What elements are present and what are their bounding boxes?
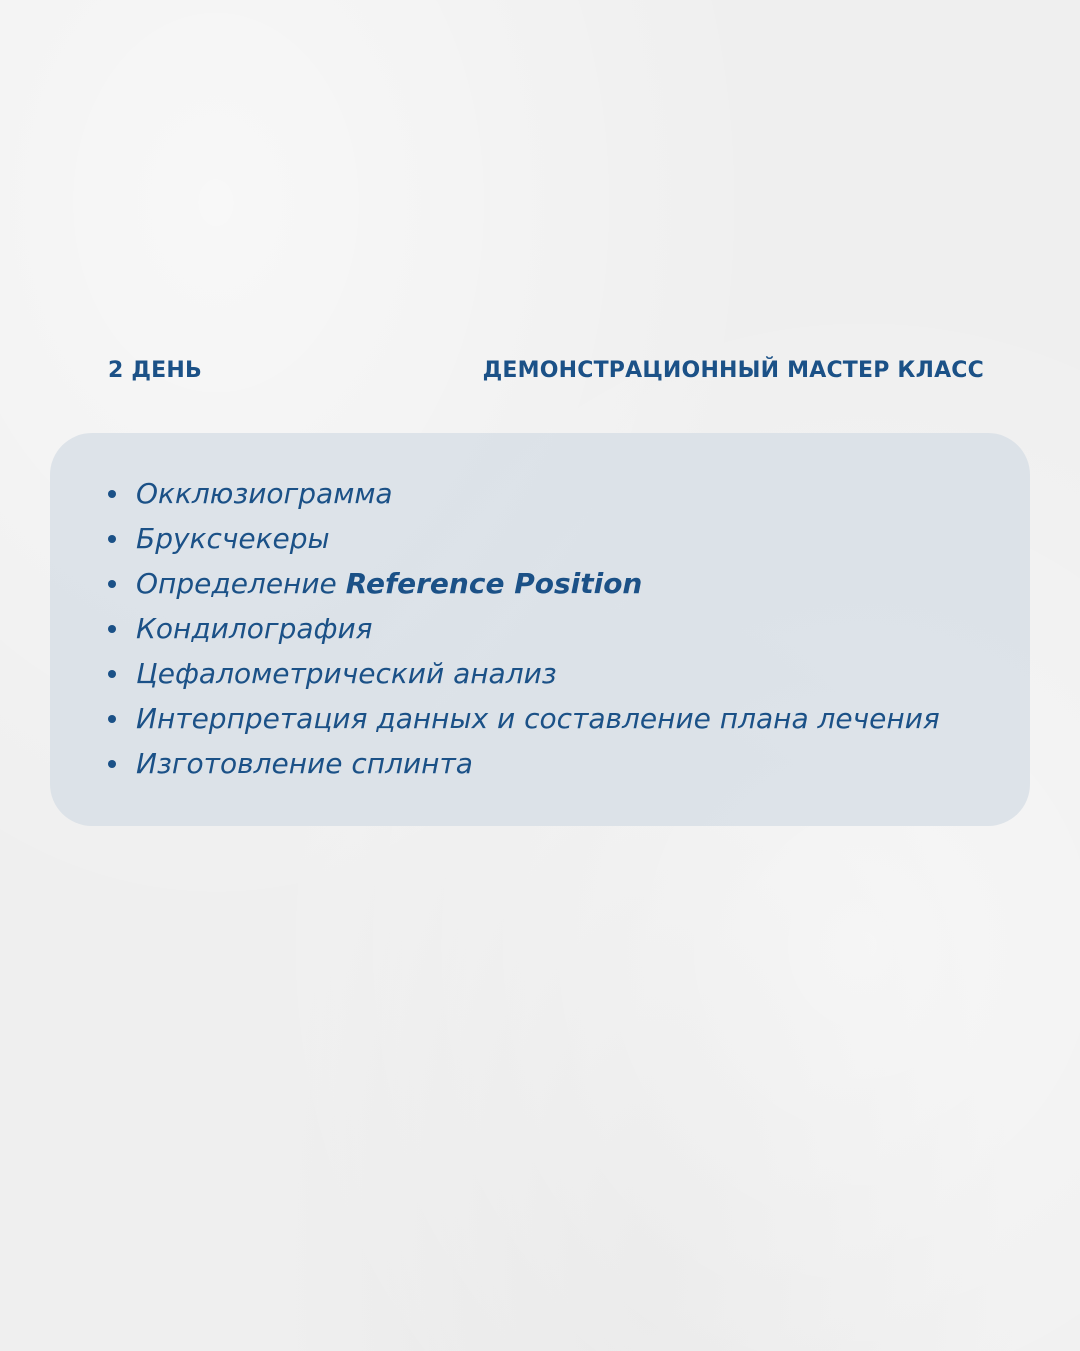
- topic-label: Интерпретация данных и составление плана лечения: [136, 702, 940, 735]
- bullet-icon: [108, 625, 116, 633]
- list-item: [108, 471, 940, 516]
- bullet-icon: [108, 490, 116, 498]
- list-item: [108, 696, 940, 741]
- bullet-icon: [108, 715, 116, 723]
- topic-label: Определение: [136, 567, 337, 600]
- list-item: [108, 741, 940, 786]
- topic-label: Кондилография: [136, 612, 373, 645]
- topic-label: Изготовление сплинта: [136, 747, 473, 780]
- topics-list: [108, 471, 940, 786]
- list-item: [108, 561, 940, 606]
- section-title: ДЕМОНСТРАЦИОННЫЙ МАСТЕР КЛАСС: [482, 357, 984, 383]
- bullet-icon: [108, 580, 116, 588]
- day-label: 2 ДЕНЬ: [108, 357, 202, 383]
- topic-label: Бруксчекеры: [136, 522, 330, 555]
- topic-emphasis: Reference Position: [345, 567, 643, 600]
- topic-label: Цефалометрический анализ: [136, 657, 557, 690]
- header: [108, 354, 984, 386]
- topic-label: Окклюзиограмма: [136, 477, 393, 510]
- list-item: [108, 606, 940, 651]
- list-item: [108, 516, 940, 561]
- bullet-icon: [108, 670, 116, 678]
- bullet-icon: [108, 535, 116, 543]
- bullet-icon: [108, 760, 116, 768]
- list-item: [108, 651, 940, 696]
